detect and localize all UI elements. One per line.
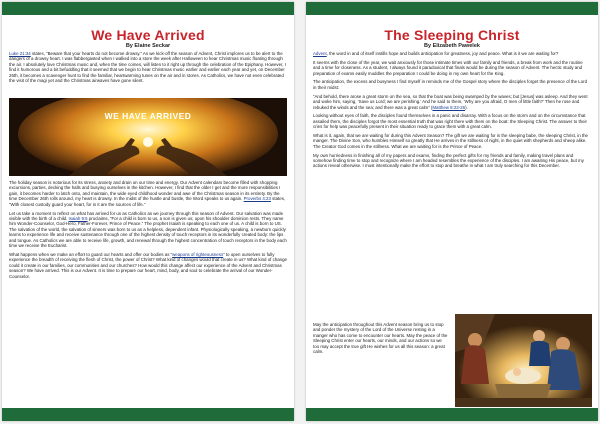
scripture-link[interactable]: Matthew 8:23-26 [432,104,466,110]
paragraph: Luke 21:34 states, “Beware that your hearts do not become drowsy.” As we kick-off the season of Advent, Christ implores us to be alert to the dangers of a drowsy heart. I was flabbergasted when I walked into a store the week after Halloween to hear Christmas music floating through the air. I absolutely love Christmas music and, when the time comes, will listen to it right up through the celebration of the Epiphany. However, I find it humorous and a bit befuddling that it seemed that we begin to hear Christmas music earlier and earlier each year and yet, on December 26th, it becomes a scavenger hunt to find the familiar, heartwarming tunes on the air and in stores. As Catholics, we have not even celebrated the visit of the magi yet and the Christmas airwaves have gone silent. [9,51,286,84]
nativity-painting [455,314,592,407]
body-text [313,51,591,172]
scripture-link[interactable]: weapons of righteousness [172,252,224,258]
scripture-link[interactable]: Luke 21:34 [9,51,31,56]
scripture-link[interactable]: Proverbs 4:23 [243,196,271,202]
paragraph: “And behold, there arose a great storm on the sea, so that the boat was being swamped by the waves; but [Jesus] was asleep. And they went and woke him, saying, ‘Save us Lord; we are perishing.’ And he said to them, ‘Why are you afraid, O men of little faith?’ Then he rose and rebuked the winds and the sea; and there was a great calm” (Matthew 8:23-26). [313,93,588,110]
nativity-illustration [455,314,592,407]
paragraph: May the anticipation throughout this Advent season bring us to stop and ponder the mystery of the Lord of the Universe resting in a manger who has come to encounter our hearts. May the peace of the Sleeping Christ enter our hearts, our minds, and our actions so we too may accept the true gift He wishes for us all this season: a great calm. [313,322,448,355]
paragraph: Looking without eyes of faith, the disciples found themselves in a panic and disarray. With a focus on the storm and on the circumstance that assailed them, the disciples forgot the most essential truth that was right there with them on the boat: the Sleeping Christ. The answer to their cries for help was peacefully present in their situation ready to grace them with a great calm. [313,113,587,130]
article-title: The Sleeping Christ [384,27,520,43]
left-page [2,2,294,421]
article-author: By Elaine Seckar [125,43,171,49]
right-page [306,2,598,421]
top-banner [2,2,294,15]
closing-text [313,322,449,358]
image-caption: WE HAVE ARRIVED [104,111,192,121]
scripture-link[interactable]: Advent [313,51,327,56]
paragraph: The holiday season is notorious for its stress, anxiety and drain on our time and energy. Our Advent calendars become filled with shopping excursions, parties, decking the halls and busying ourselves in the kitchen. However, I find that the older I get and the more responsibilities I gain, it becomes harder to latch onto, and maintain, the wide eyed childhood wonder and awe of the Christmas season in its entirety. By the time December 26th rolls around, my heart is drowsy. In the midst of the hustle and bustle, the Word speaks to us again. Proverbs 4:23 states, “With closest custody guard your heart, for in it are the sources of life.” [9,180,286,207]
paragraph: What happens when we make an effort to guard our hearts and offer our bodies as “weapons of righteousness” to open ourselves to fully experience the breadth of receiving the flesh of Christ, the power of Christ? What kind of changes would that create in us? What kind of change could it create in our families, our communities and our churches? How would this change affect our experience of the Advent and Christmas season? We have arrived. This is our Advent. It is time to prepare our heart, mind, body, and soul to celebrate the arrival of our Wonder-Counselor. [9,252,287,279]
scripture-link[interactable]: Isaiah 9:5 [68,216,88,222]
paragraph: Advent, the word in and of itself instills hope and builds anticipation for greatness, joy and peace. What is it we are waiting for? [313,51,559,56]
paragraph: What is it, again, that we are waiting for during this Advent Season? The gift we are waiting for is the sleeping babe, the sleeping Christ, in the manger. The Divine Son, who humbles Himself so greatly that He arrives in the stillness of night, in the quiet with shepherds and sheep alike. The Creator God comes in the stillness. What we are waiting for is the Prince of Peace. [313,132,588,149]
hands-light-image [9,98,287,176]
bottom-banner [2,408,294,421]
bottom-banner [306,408,598,421]
paragraph: It seems with the close of the year, we wait anxiously for those intimate times with our family and friends, a break from work and the routine and a time for closeness. As a student, I always found it paradoxical that finals would be during the season of Advent. The hectic study and preparation of exams easily muddles the preparation I could be doing in my own heart for the King. [313,59,583,76]
paragraph: The anticipation, the excess and busyness I find myself in reminds me of the Gospel story where the disciples forget the presence of the Lord in their midst: [313,79,588,90]
article-title: We Have Arrived [91,27,205,43]
top-banner [306,2,598,15]
hands-light-illustration [9,98,287,176]
paragraph: My own hurriedness in finishing all of my papers and exams, finding the perfect gifts for my friends and family, making travel plans and somehow finding time to stop and recognize where I am headed resembles the experience of the disciples. I am awaiting His peace, but my actions reveal otherwise. I must intentionally make the effort to stop and breathe in what I am truly searching for this December. [313,152,584,169]
paragraph: Let us take a moment to reflect on what has arrived for us as Catholics as we journey through this season of Advent. Our salvation was made visible with the birth of a child. Isaiah 9:5 proclaims, “For a child is born to us, a son is given us; upon his shoulder dominion rests. They name him Wonder-Counselor, God-Hero, Father-Forever, Prince of Peace.” The prophet Isaiah is speaking to each one of us. A child is born to US. The salvation of the world, the salvation of sinners was born to us as a helpless, dependent infant. Physiologically speaking, a newborn quickly learns to experience life and receive sustenance through one of the highest density of touch receptors in its wonderfully created body: the lips and tongue. As Catholics we are able to receive life, growth, and renewal through the highest concentration of touch receptors in the body each time we receive the Eucharist. [9,210,287,249]
intro-text [9,51,287,87]
article-author: By Elizabeth Pawelek [424,43,480,49]
body-text [9,180,287,283]
